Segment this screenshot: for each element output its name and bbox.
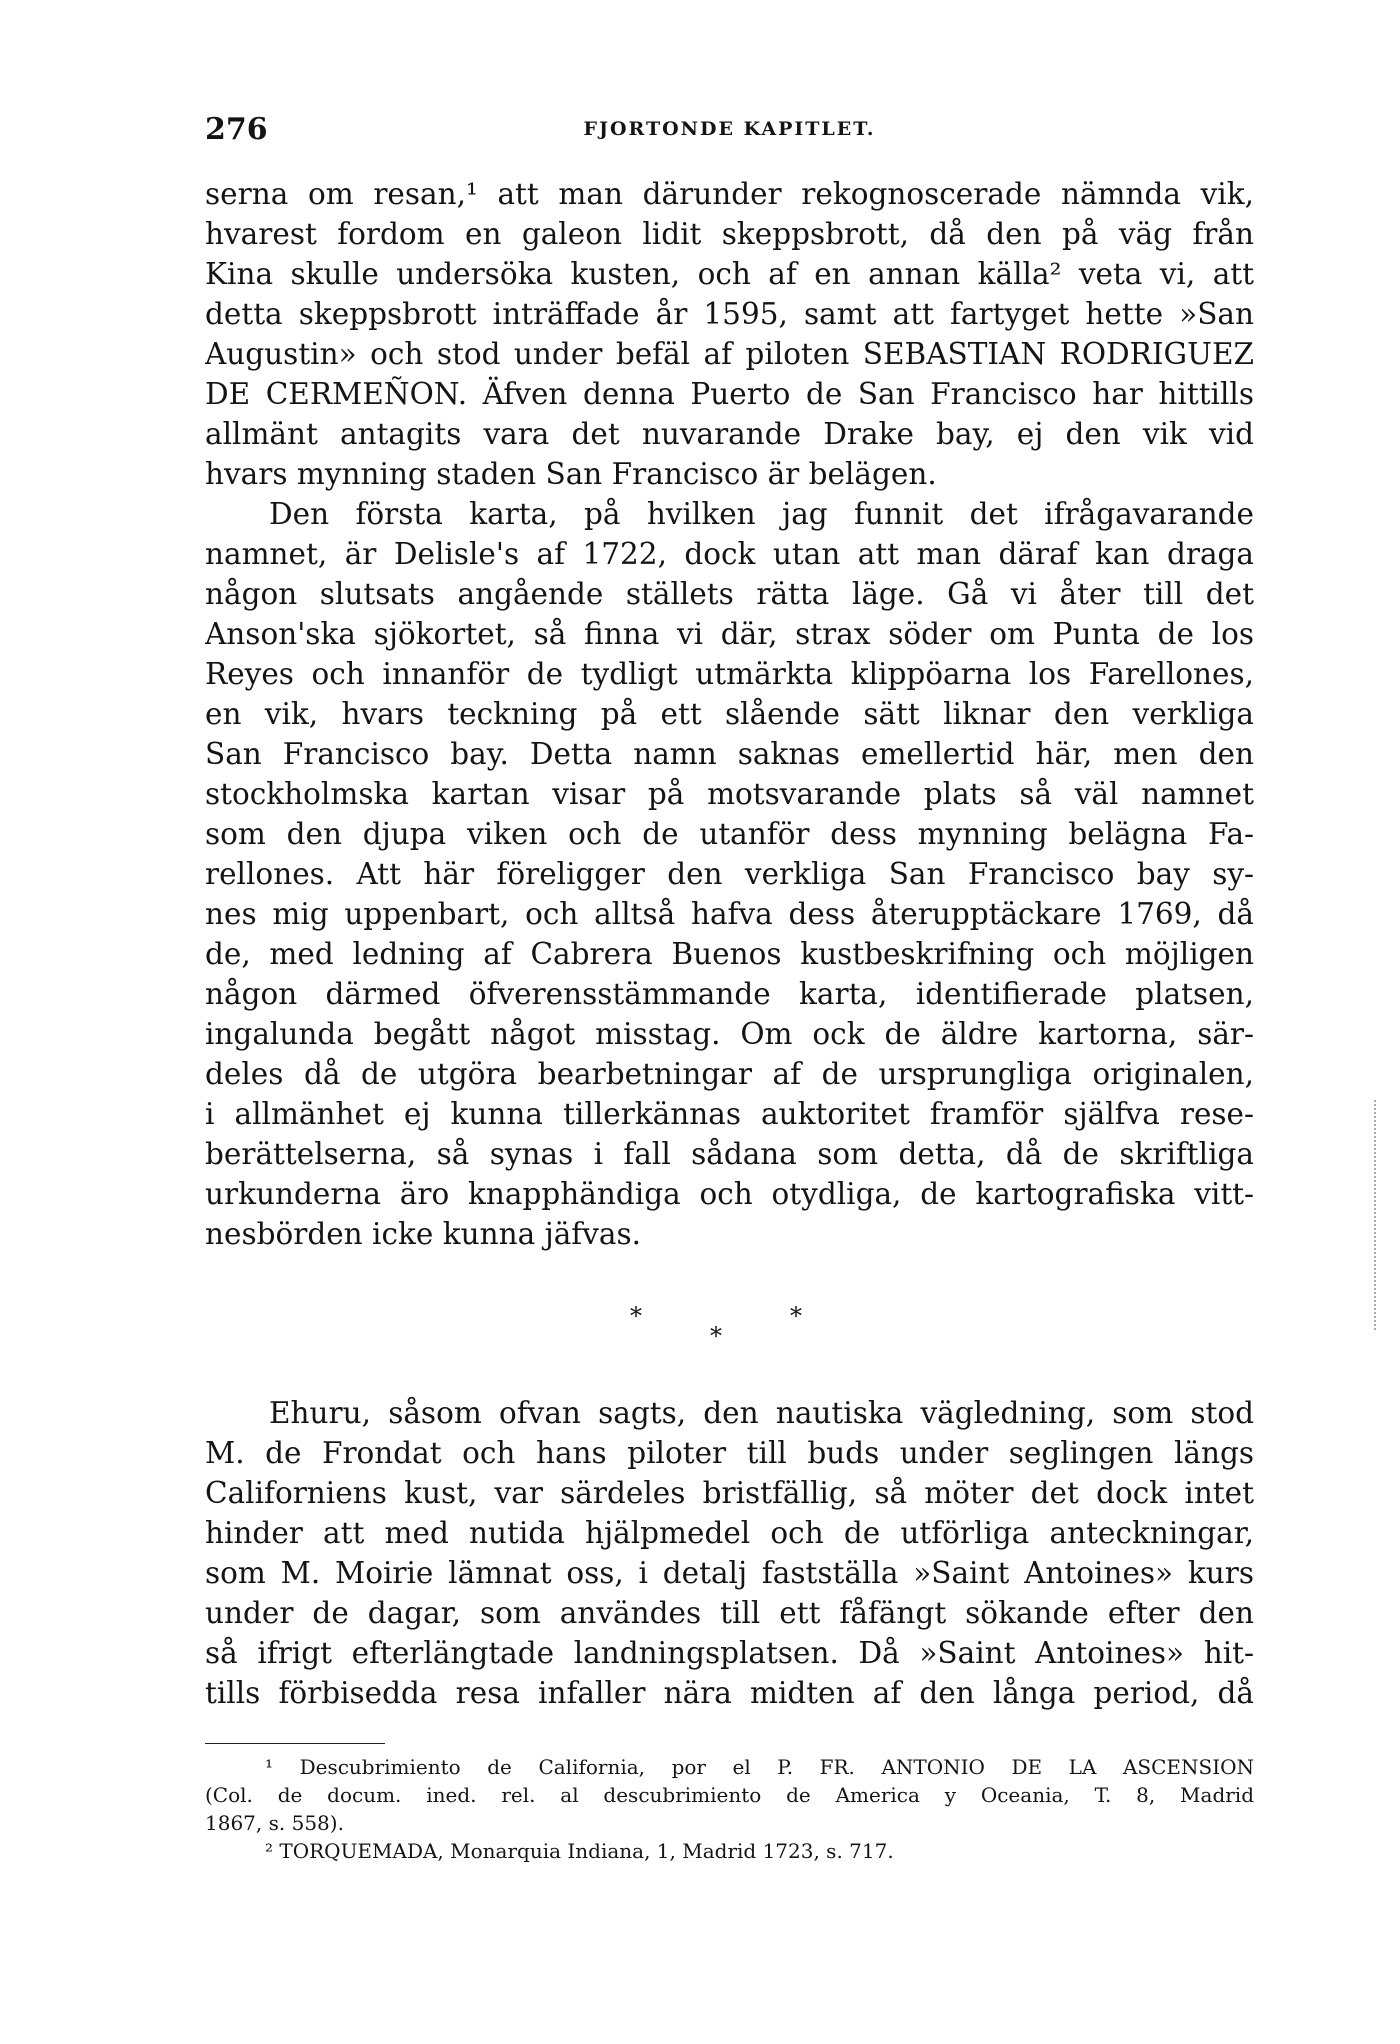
- running-head: FJORTONDE KAPITLET.: [583, 118, 876, 140]
- page-number: 276: [205, 112, 268, 147]
- footnote-line: ¹ Descubrimiento de California, por el P. FR. ANTONIO DE LA ASCENSION: [265, 1755, 1254, 1779]
- text-line: under de dagar, som användes till ett fåfängt sökande efter den: [205, 1596, 1254, 1630]
- text-line: en vik, hvars teckning på ett slående sätt liknar den verkliga: [205, 697, 1254, 731]
- text-line: namnet, är Delisle's af 1722, dock utan att man däraf kan draga: [205, 537, 1254, 571]
- text-line: hvarest fordom en galeon lidit skeppsbrott, då den på väg från: [205, 217, 1254, 251]
- asterisk: *: [790, 1302, 802, 1330]
- text-line: detta skeppsbrott inträffade år 1595, samt att fartyget hette »San: [205, 297, 1254, 331]
- paragraph-1: [205, 174, 1254, 1254]
- text-line: serna om resan,¹ att man därunder rekognoscerade nämnda vik,: [205, 177, 1254, 211]
- asterisk: *: [710, 1322, 722, 1350]
- text-line: M. de Frondat och hans piloter till buds under seglingen längs: [205, 1436, 1254, 1470]
- text-line: Ehuru, såsom ofvan sagts, den nautiska vägledning, som stod: [269, 1396, 1254, 1430]
- text-line: San Francisco bay. Detta namn saknas emellertid här, men den: [205, 737, 1254, 771]
- text-line: allmänt antagits vara det nuvarande Drake bay, ej den vik vid: [205, 417, 1254, 451]
- section-break-asterism: [600, 1302, 860, 1358]
- footnotes: [205, 1753, 1254, 1865]
- text-line: Anson'ska sjökortet, så finna vi där, strax söder om Punta de los: [205, 617, 1254, 651]
- text-line: deles då de utgöra bearbetningar af de ursprungliga originalen,: [205, 1057, 1254, 1091]
- footnote-line: 1867, s. 558).: [205, 1811, 344, 1835]
- text-line: tills förbisedda resa infaller nära midten af den långa period, då: [205, 1676, 1254, 1710]
- text-line: Kina skulle undersöka kusten, och af en annan källa² veta vi, att: [205, 257, 1254, 291]
- text-line: någon därmed öfverensstämmande karta, identifierade platsen,: [205, 977, 1254, 1011]
- text-line: Den första karta, på hvilken jag funnit det ifrågavarande: [269, 497, 1254, 531]
- text-line: stockholmska kartan visar på motsvarande plats så väl namnet: [205, 777, 1254, 811]
- text-line: ingalunda begått något misstag. Om ock de äldre kartorna, sär-: [205, 1017, 1254, 1051]
- text-line: Augustin» och stod under befäl af piloten SEBASTIAN RODRIGUEZ: [205, 337, 1254, 371]
- text-line: berättelserna, så synas i fall sådana som detta, då de skriftliga: [205, 1137, 1254, 1171]
- text-line: rellones. Att här föreligger den verkliga San Francisco bay sy-: [205, 857, 1254, 891]
- text-line: de, med ledning af Cabrera Buenos kustbeskrifning och möjligen: [205, 937, 1254, 971]
- text-line: Californiens kust, var särdeles bristfällig, så möter det dock intet: [205, 1476, 1254, 1510]
- asterisk: *: [630, 1302, 642, 1330]
- text-line: nesbörden icke kunna jäfvas.: [205, 1217, 641, 1251]
- footnote-separator: [205, 1743, 385, 1744]
- text-line: DE CERMEÑON. Äfven denna Puerto de San Francisco har hittills: [205, 377, 1254, 411]
- text-line: nes mig uppenbart, och alltså hafva dess återupptäckare 1769, då: [205, 897, 1254, 931]
- text-line: hinder att med nutida hjälpmedel och de utförliga anteckningar,: [205, 1516, 1254, 1550]
- text-line: urkunderna äro knapphändiga och otydliga, de kartografiska vitt-: [205, 1177, 1254, 1211]
- paragraph-3: [205, 1393, 1254, 1713]
- footnote-line: ² TORQUEMADA, Monarquia Indiana, 1, Madrid 1723, s. 717.: [265, 1839, 894, 1863]
- text-line: hvars mynning staden San Francisco är belägen.: [205, 457, 937, 491]
- text-line: som den djupa viken och de utanför dess mynning belägna Fa-: [205, 817, 1254, 851]
- text-line: som M. Moirie lämnat oss, i detalj fastställa »Saint Antoines» kurs: [205, 1556, 1254, 1590]
- text-line: någon slutsats angående ställets rätta läge. Gå vi åter till det: [205, 577, 1254, 611]
- footnote-line: (Col. de docum. ined. rel. al descubrimiento de America y Oceania, T. 8, Madrid: [205, 1783, 1254, 1807]
- text-line: så ifrigt efterlängtade landningsplatsen. Då »Saint Antoines» hit-: [205, 1636, 1254, 1670]
- text-line: i allmänhet ej kunna tillerkännas auktoritet framför själfva rese-: [205, 1097, 1254, 1131]
- margin-scan-marks: [1374, 1100, 1382, 1330]
- text-line: Reyes och innanför de tydligt utmärkta klippöarna los Farellones,: [205, 657, 1254, 691]
- page-header: [205, 112, 1254, 156]
